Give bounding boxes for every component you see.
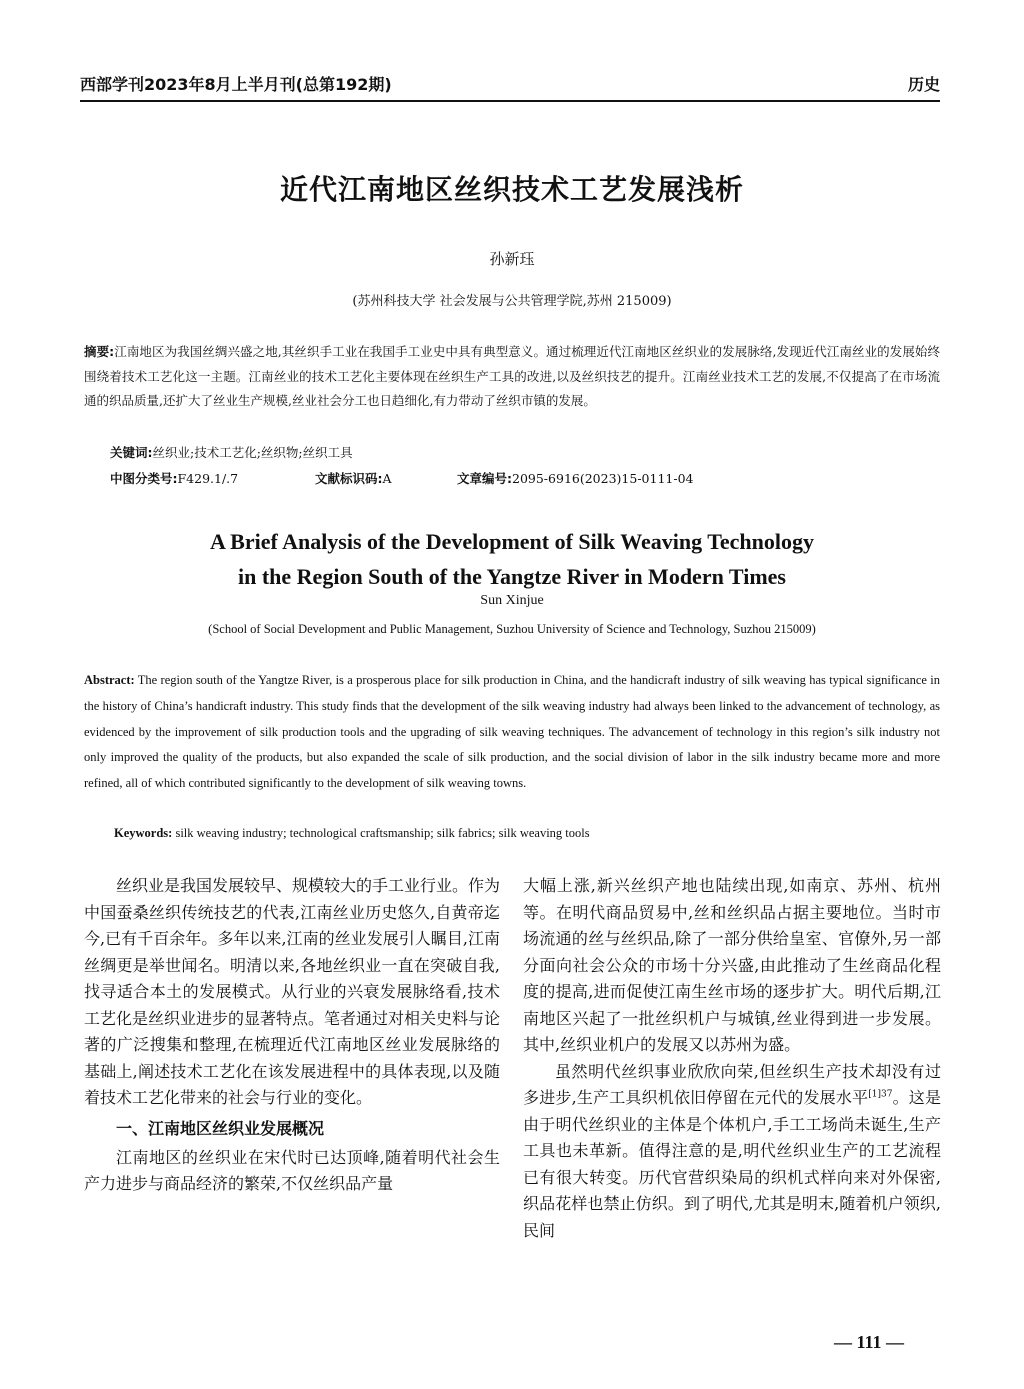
keywords-text-cn: 丝织业;技术工艺化;丝织物;丝织工具 <box>152 445 353 460</box>
keywords-label-en: Keywords: <box>114 826 173 840</box>
title-english-line2: in the Region South of the Yangtze River in Modern Times <box>238 564 786 589</box>
journal-issue: 西部学刊2023年8月上半月刊(总第192期) <box>80 75 392 94</box>
abstract-text-cn: 江南地区为我国丝绸兴盛之地,其丝织手工业在我国手工业史中具有典型意义。通过梳理近代江南地区丝织业的发展脉络,发现近代江南丝业的发展始终围绕着技术工艺化这一主题。江南丝业的技术工艺化主要体现在丝织生产工具的改进,以及丝织技艺的提升。江南丝业技术工艺的发展,不仅提高了在市场流通的织品质量,还扩大了丝业生产规模,丝业社会分工也日趋细化,有力带动了丝织市镇的发展。 <box>84 344 941 408</box>
title-chinese: 近代江南地区丝织技术工艺发展浅析 <box>279 173 744 206</box>
clc-label: 中图分类号: <box>110 471 178 486</box>
title-english <box>0 524 1024 594</box>
keywords-chinese <box>110 443 353 461</box>
running-header <box>80 70 940 102</box>
body-paragraph: 大幅上涨,新兴丝织产地也陆续出现,如南京、苏州、杭州等。在明代商品贸易中,丝和丝织品占据主要地位。当时市场流通的丝与丝织品,除了一部分供给皇室、官僚外,另一部分面向社会公众的市场十分兴盛,由此推动了生丝商品化程度的提高,进而促使江南生丝市场的逐步扩大。明代后期,江南地区兴起了一批丝织机户与城镇,丝业得到进一步发展。其中,丝织业机户的发展又以苏州为盛。 <box>523 876 941 1054</box>
page-number: — 111 — <box>834 1332 905 1352</box>
body-text: 虽然明代丝织事业欣欣向荣,但丝织生产技术却没有过多进步,生产工具织机依旧停留在元代的发展水平 <box>523 1061 941 1107</box>
keywords-english <box>114 826 590 841</box>
doc-code-label: 文献标识码: <box>315 471 383 486</box>
author-chinese: 孙新珏 <box>489 250 535 268</box>
classification-line <box>110 469 910 487</box>
clc-value: F429.1/.7 <box>177 471 239 486</box>
body-column-right <box>523 873 941 1244</box>
abstract-label-en: Abstract: <box>84 673 135 687</box>
abstract-text-en: The region south of the Yangtze River, is a prosperous place for silk production in China, and the handicraft industry of silk weaving has typical significance in the history of China’s handicraft industry. This study finds that the development of the silk weaving industry had always been linked to the advancement of technology, as evidenced by the improvement of silk production tools and the upgrading of silk weaving techniques. The advancement of technology in this region’s silk industry not only improved the quality of the products, but also expanded the scale of silk production, and the social division of labor in the silk industry became more and more refined, all of which contributed significantly to the development of silk weaving towns. <box>84 673 940 791</box>
abstract-chinese <box>84 340 940 414</box>
body-paragraph: 丝织业是我国发展较早、规模较大的手工业行业。作为中国蚕桑丝织传统技艺的代表,江南丝业历史悠久,自黄帝迄今,已有千百余年。多年以来,江南的丝业发展引人瞩目,江南丝绸更是举世闻名。明清以来,各地丝织业一直在突破自我,找寻适合本土的发展模式。从行业的兴衰发展脉络看,技术工艺化是丝织业进步的显著特点。笔者通过对相关史料与论著的广泛搜集和整理,在梳理近代江南地区丝业发展脉络的基础上,阐述技术工艺化在该发展进程中的具体表现,以及随着技术工艺化带来的社会与行业的变化。 <box>84 876 501 1107</box>
author-english: Sun Xinjue <box>480 593 544 608</box>
article-number-value: 2095-6916(2023)15-0111-04 <box>512 471 694 486</box>
body-paragraph: 江南地区的丝织业在宋代时已达顶峰,随着明代社会生产力进步与商品经济的繁荣,不仅丝织品产量 <box>84 1147 500 1193</box>
abstract-english <box>84 668 940 797</box>
section-label: 历史 <box>907 75 940 94</box>
affiliation-english: (School of Social Development and Public Management, Suzhou University of Science and Technology, Suzhou 215009) <box>208 622 816 636</box>
article-number-label: 文章编号: <box>457 471 512 486</box>
title-english-line1: A Brief Analysis of the Development of Silk Weaving Technology <box>209 529 815 554</box>
keywords-label-cn: 关键词: <box>110 445 153 460</box>
affiliation-chinese: (苏州科技大学 社会发展与公共管理学院,苏州 215009) <box>352 294 672 309</box>
section-heading: 一、江南地区丝织业发展概况 <box>116 1118 325 1138</box>
body-column-left <box>84 873 500 1198</box>
doc-code-value: A <box>382 471 392 486</box>
keywords-text-en: silk weaving industry; technological craftsmanship; silk fabrics; silk weaving tools <box>172 826 590 840</box>
abstract-label-cn: 摘要: <box>84 344 115 359</box>
citation-marker: [1]37 <box>868 1089 893 1100</box>
body-text: 。这是由于明代丝织业的主体是个体机户,手工工场尚未诞生,生产工具也未革新。值得注意的是,明代丝织业生产的工艺流程已有很大转变。历代官营织染局的织机式样向来对外保密,织品花样也禁止仿织。到了明代,尤其是明末,随着机户领织,民间 <box>523 1088 941 1240</box>
body-paragraph <box>523 1059 941 1245</box>
